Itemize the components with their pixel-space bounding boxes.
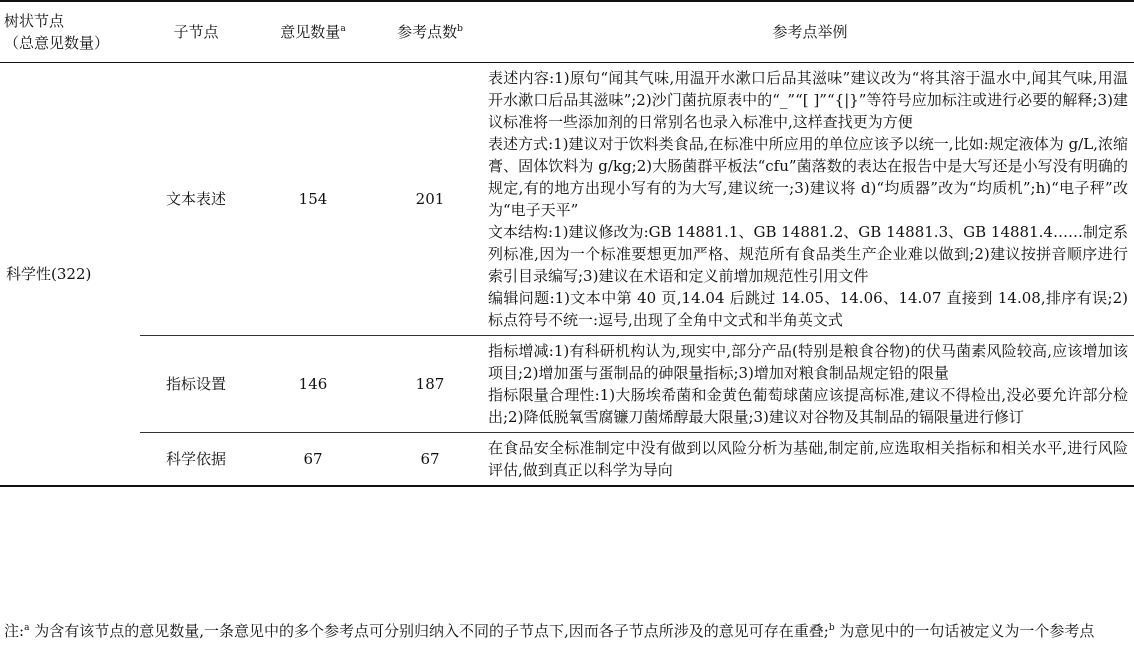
child-cell xyxy=(140,433,252,487)
example-paragraph: 编辑问题:1)文本中第 40 页,14.04 后跳过 14.05、14.06、14.07 直接到 14.08,排序有误;2)标点符号不统一:逗号,出现了全角中文式和半角英文式 xyxy=(488,289,1128,329)
header-ref-count-label: 参考点数 xyxy=(397,23,458,41)
header-opinion-count xyxy=(252,1,374,63)
footnote-text-b: 为意见中的一句话被定义为一个参考点 xyxy=(834,622,1095,640)
ref-count-value: 201 xyxy=(415,190,445,208)
table-row xyxy=(0,336,1134,433)
ref-count-value: 67 xyxy=(420,450,440,468)
footnote-sup-a: a xyxy=(24,623,30,633)
header-tree-node-label: 树状节点 xyxy=(4,12,65,30)
footnote-marker-b: b xyxy=(457,24,463,34)
header-child-node-label: 子节点 xyxy=(173,23,219,41)
opinion-count-value: 154 xyxy=(298,190,328,208)
count-cell xyxy=(252,63,374,336)
table-row xyxy=(0,433,1134,487)
refs-cell xyxy=(374,336,486,433)
refs-cell xyxy=(374,63,486,336)
opinion-count-value: 67 xyxy=(303,450,323,468)
table-row xyxy=(0,63,1134,336)
header-tree-node xyxy=(0,1,140,63)
child-label: 指标设置 xyxy=(165,375,226,393)
count-cell xyxy=(252,433,374,487)
examples-cell xyxy=(486,433,1134,487)
refs-cell xyxy=(374,433,486,487)
child-cell xyxy=(140,63,252,336)
child-label: 科学依据 xyxy=(165,450,226,468)
examples-cell xyxy=(486,63,1134,336)
header-ref-count xyxy=(374,1,486,63)
example-paragraph: 文本结构:1)建议修改为:GB 14881.1、GB 14881.2、GB 14881.3、GB 14881.4……制定系列标准,因为一个标准要想更加严格、规范所有食品类生产企业难以做到;2)建议按拼音顺序进行索引目录编写;3)建议在术语和定义前增加规范性引用文件 xyxy=(488,223,1128,285)
header-tree-node-sublabel: （总意见数量） xyxy=(4,34,110,52)
header-examples xyxy=(486,1,1134,63)
footnote-marker-a: a xyxy=(340,24,346,34)
example-paragraph: 指标限量合理性:1)大肠埃希菌和金黄色葡萄球菌应该提高标准,建议不得检出,没必要允许部分检出;2)降低脱氧雪腐镰刀菌烯醇最大限量;3)建议对谷物及其制品的镉限量进行修订 xyxy=(488,386,1128,426)
count-cell xyxy=(252,336,374,433)
group-label: 科学性(322) xyxy=(6,265,92,283)
table-body xyxy=(0,63,1134,487)
header-examples-label: 参考点举例 xyxy=(772,23,848,41)
opinion-count-value: 146 xyxy=(298,375,328,393)
example-paragraph: 表述方式:1)建议对于饮料类食品,在标准中所应用的单位应该予以统一,比如:规定液体为 g/L,浓缩膏、固体饮料为 g/kg;2)大肠菌群平板法“cfu”菌落数的表达在报告中是大写还是小写没有明确的规定,有的地方出现小写有的为大写,建议统一;3)建议将 d)“均质器”改为“均质机”;h)“电子秤”改为“电子天平” xyxy=(488,135,1128,219)
header-row xyxy=(0,1,1134,63)
example-paragraph: 指标增减:1)有科研机构认为,现实中,部分产品(特别是粮食谷物)的伏马菌素风险较高,应该增加该项目;2)增加蛋与蛋制品的砷限量指标;3)增加对粮食制品规定铅的限量 xyxy=(488,342,1128,382)
footnote-text-a: 为含有该节点的意见数量,一条意见中的多个参考点可分别归纳入不同的子节点下,因而各子节点所涉及的意见可存在重叠; xyxy=(29,622,829,640)
child-cell xyxy=(140,336,252,433)
footnote-sup-b: b xyxy=(828,623,835,633)
example-paragraph: 表述内容:1)原句“闻其气味,用温开水漱口后品其滋味”建议改为“将其溶于温水中,闻其气味,用温开水漱口后品其滋味”;2)沙门菌抗原表中的“_”“[ ]”“{|}”等符号应加标注或进行必要的解释;3)建议标准将一些添加剂的日常别名也录入标准中,这样查找更为方便 xyxy=(488,69,1128,131)
table-footnote xyxy=(4,620,1130,642)
example-paragraph: 在食品安全标准制定中没有做到以风险分析为基础,制定前,应选取相关指标和相关水平,进行风险评估,做到真正以科学为导向 xyxy=(488,439,1128,479)
child-label: 文本表述 xyxy=(165,190,226,208)
ref-count-value: 187 xyxy=(415,375,445,393)
footnote-prefix: 注: xyxy=(4,622,25,640)
examples-cell xyxy=(486,336,1134,433)
table-header xyxy=(0,1,1134,63)
header-child-node xyxy=(140,1,252,63)
header-opinion-count-label: 意见数量 xyxy=(280,23,341,41)
group-cell xyxy=(0,63,140,487)
